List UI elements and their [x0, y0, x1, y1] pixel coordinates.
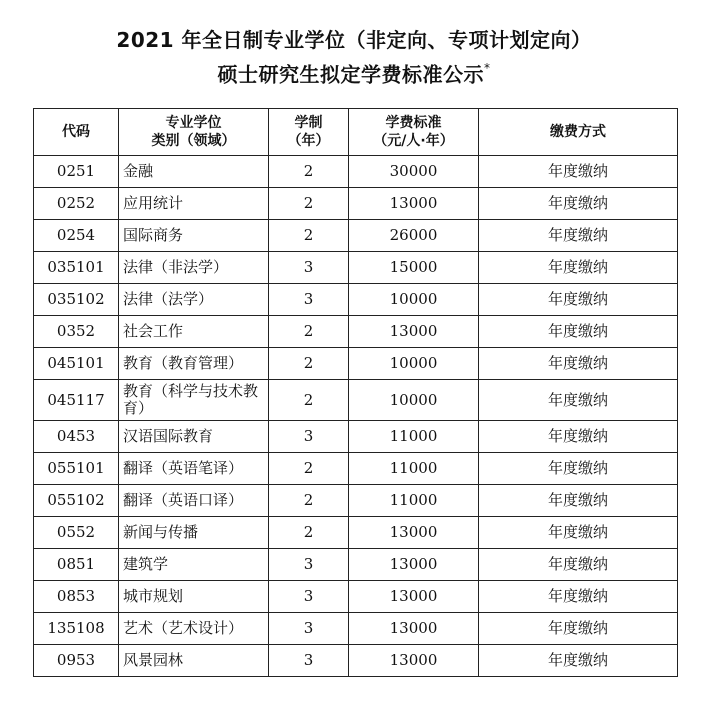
- cell-fee: 13000: [349, 613, 479, 645]
- cell-fee: 15000: [349, 252, 479, 284]
- fee-table: [33, 108, 678, 677]
- cell-payment: 年度缴纳: [479, 252, 678, 284]
- header-category-line1: 专业学位: [165, 115, 222, 131]
- cell-code: 045101: [34, 348, 119, 380]
- cell-code: 035101: [34, 252, 119, 284]
- cell-category: 风景园林: [119, 645, 269, 677]
- table-row: [34, 252, 678, 284]
- cell-fee: 13000: [349, 549, 479, 581]
- cell-category: 新闻与传播: [119, 517, 269, 549]
- cell-fee: 11000: [349, 421, 479, 453]
- cell-category: 社会工作: [119, 316, 269, 348]
- header-length-line2: （年）: [287, 133, 330, 149]
- table-row: [34, 380, 678, 421]
- table-header-row: [34, 109, 678, 156]
- header-category-line2: 类别（领域）: [151, 133, 236, 149]
- cell-fee: 13000: [349, 188, 479, 220]
- header-payment: 缴费方式: [479, 109, 678, 156]
- cell-length: 3: [269, 613, 349, 645]
- header-length-line1: 学制: [294, 115, 323, 131]
- cell-length: 2: [269, 517, 349, 549]
- cell-fee: 13000: [349, 645, 479, 677]
- table-row: [34, 613, 678, 645]
- cell-length: 3: [269, 581, 349, 613]
- cell-length: 2: [269, 220, 349, 252]
- cell-code: 0552: [34, 517, 119, 549]
- table-row: [34, 549, 678, 581]
- cell-category: 汉语国际教育: [119, 421, 269, 453]
- cell-payment: 年度缴纳: [479, 284, 678, 316]
- cell-payment: 年度缴纳: [479, 421, 678, 453]
- cell-payment: 年度缴纳: [479, 348, 678, 380]
- cell-length: 2: [269, 316, 349, 348]
- table-row: [34, 485, 678, 517]
- cell-fee: 10000: [349, 380, 479, 421]
- cell-payment: 年度缴纳: [479, 581, 678, 613]
- cell-payment: 年度缴纳: [479, 188, 678, 220]
- cell-length: 2: [269, 188, 349, 220]
- cell-payment: 年度缴纳: [479, 380, 678, 421]
- cell-fee: 10000: [349, 284, 479, 316]
- table-row: [34, 156, 678, 188]
- cell-fee: 10000: [349, 348, 479, 380]
- table-row: [34, 645, 678, 677]
- cell-length: 3: [269, 549, 349, 581]
- cell-category: 翻译（英语口译）: [119, 485, 269, 517]
- cell-payment: 年度缴纳: [479, 156, 678, 188]
- cell-payment: 年度缴纳: [479, 517, 678, 549]
- cell-fee: 11000: [349, 453, 479, 485]
- cell-length: 3: [269, 252, 349, 284]
- cell-length: 3: [269, 284, 349, 316]
- cell-code: 0853: [34, 581, 119, 613]
- cell-code: 0851: [34, 549, 119, 581]
- cell-payment: 年度缴纳: [479, 220, 678, 252]
- cell-length: 2: [269, 485, 349, 517]
- cell-code: 0252: [34, 188, 119, 220]
- table-row: [34, 284, 678, 316]
- cell-category: 金融: [119, 156, 269, 188]
- cell-payment: 年度缴纳: [479, 549, 678, 581]
- cell-code: 135108: [34, 613, 119, 645]
- table-row: [34, 517, 678, 549]
- table-row: [34, 348, 678, 380]
- page-subtitle: [0, 56, 708, 89]
- footnote-asterisk: *: [484, 61, 491, 75]
- header-category: [119, 109, 269, 156]
- cell-fee: 13000: [349, 581, 479, 613]
- header-fee: [349, 109, 479, 156]
- header-fee-line2: （元/人·年）: [373, 133, 454, 149]
- table-row: [34, 453, 678, 485]
- header-fee-line1: 学费标准: [385, 115, 442, 131]
- table-row: [34, 421, 678, 453]
- cell-category: 法律（非法学）: [119, 252, 269, 284]
- cell-length: 3: [269, 645, 349, 677]
- table-row: [34, 581, 678, 613]
- cell-code: 055102: [34, 485, 119, 517]
- cell-code: 0352: [34, 316, 119, 348]
- cell-code: 0251: [34, 156, 119, 188]
- page-subtitle-text: 硕士研究生拟定学费标准公示: [217, 62, 484, 87]
- header-length: [269, 109, 349, 156]
- table-row: [34, 188, 678, 220]
- cell-category: 城市规划: [119, 581, 269, 613]
- cell-length: 3: [269, 421, 349, 453]
- cell-fee: 13000: [349, 517, 479, 549]
- table-row: [34, 220, 678, 252]
- cell-length: 2: [269, 380, 349, 421]
- cell-payment: 年度缴纳: [479, 485, 678, 517]
- cell-category: 建筑学: [119, 549, 269, 581]
- header-code: 代码: [34, 109, 119, 156]
- cell-payment: 年度缴纳: [479, 453, 678, 485]
- cell-code: 0254: [34, 220, 119, 252]
- cell-code: 0953: [34, 645, 119, 677]
- cell-category: 教育（教育管理）: [119, 348, 269, 380]
- page-title: 2021 年全日制专业学位（非定向、专项计划定向）: [116, 28, 592, 52]
- cell-code: 035102: [34, 284, 119, 316]
- cell-length: 2: [269, 348, 349, 380]
- table-row: [34, 316, 678, 348]
- cell-category: 国际商务: [119, 220, 269, 252]
- cell-payment: 年度缴纳: [479, 613, 678, 645]
- cell-payment: 年度缴纳: [479, 645, 678, 677]
- cell-payment: 年度缴纳: [479, 316, 678, 348]
- cell-length: 2: [269, 453, 349, 485]
- cell-category: 教育（科学与技术教育）: [119, 380, 269, 421]
- cell-fee: 26000: [349, 220, 479, 252]
- cell-code: 055101: [34, 453, 119, 485]
- cell-category: 法律（法学）: [119, 284, 269, 316]
- cell-code: 0453: [34, 421, 119, 453]
- cell-code: 045117: [34, 380, 119, 421]
- cell-fee: 13000: [349, 316, 479, 348]
- cell-length: 2: [269, 156, 349, 188]
- cell-category: 翻译（英语笔译）: [119, 453, 269, 485]
- cell-fee: 11000: [349, 485, 479, 517]
- cell-category: 应用统计: [119, 188, 269, 220]
- cell-fee: 30000: [349, 156, 479, 188]
- cell-category: 艺术（艺术设计）: [119, 613, 269, 645]
